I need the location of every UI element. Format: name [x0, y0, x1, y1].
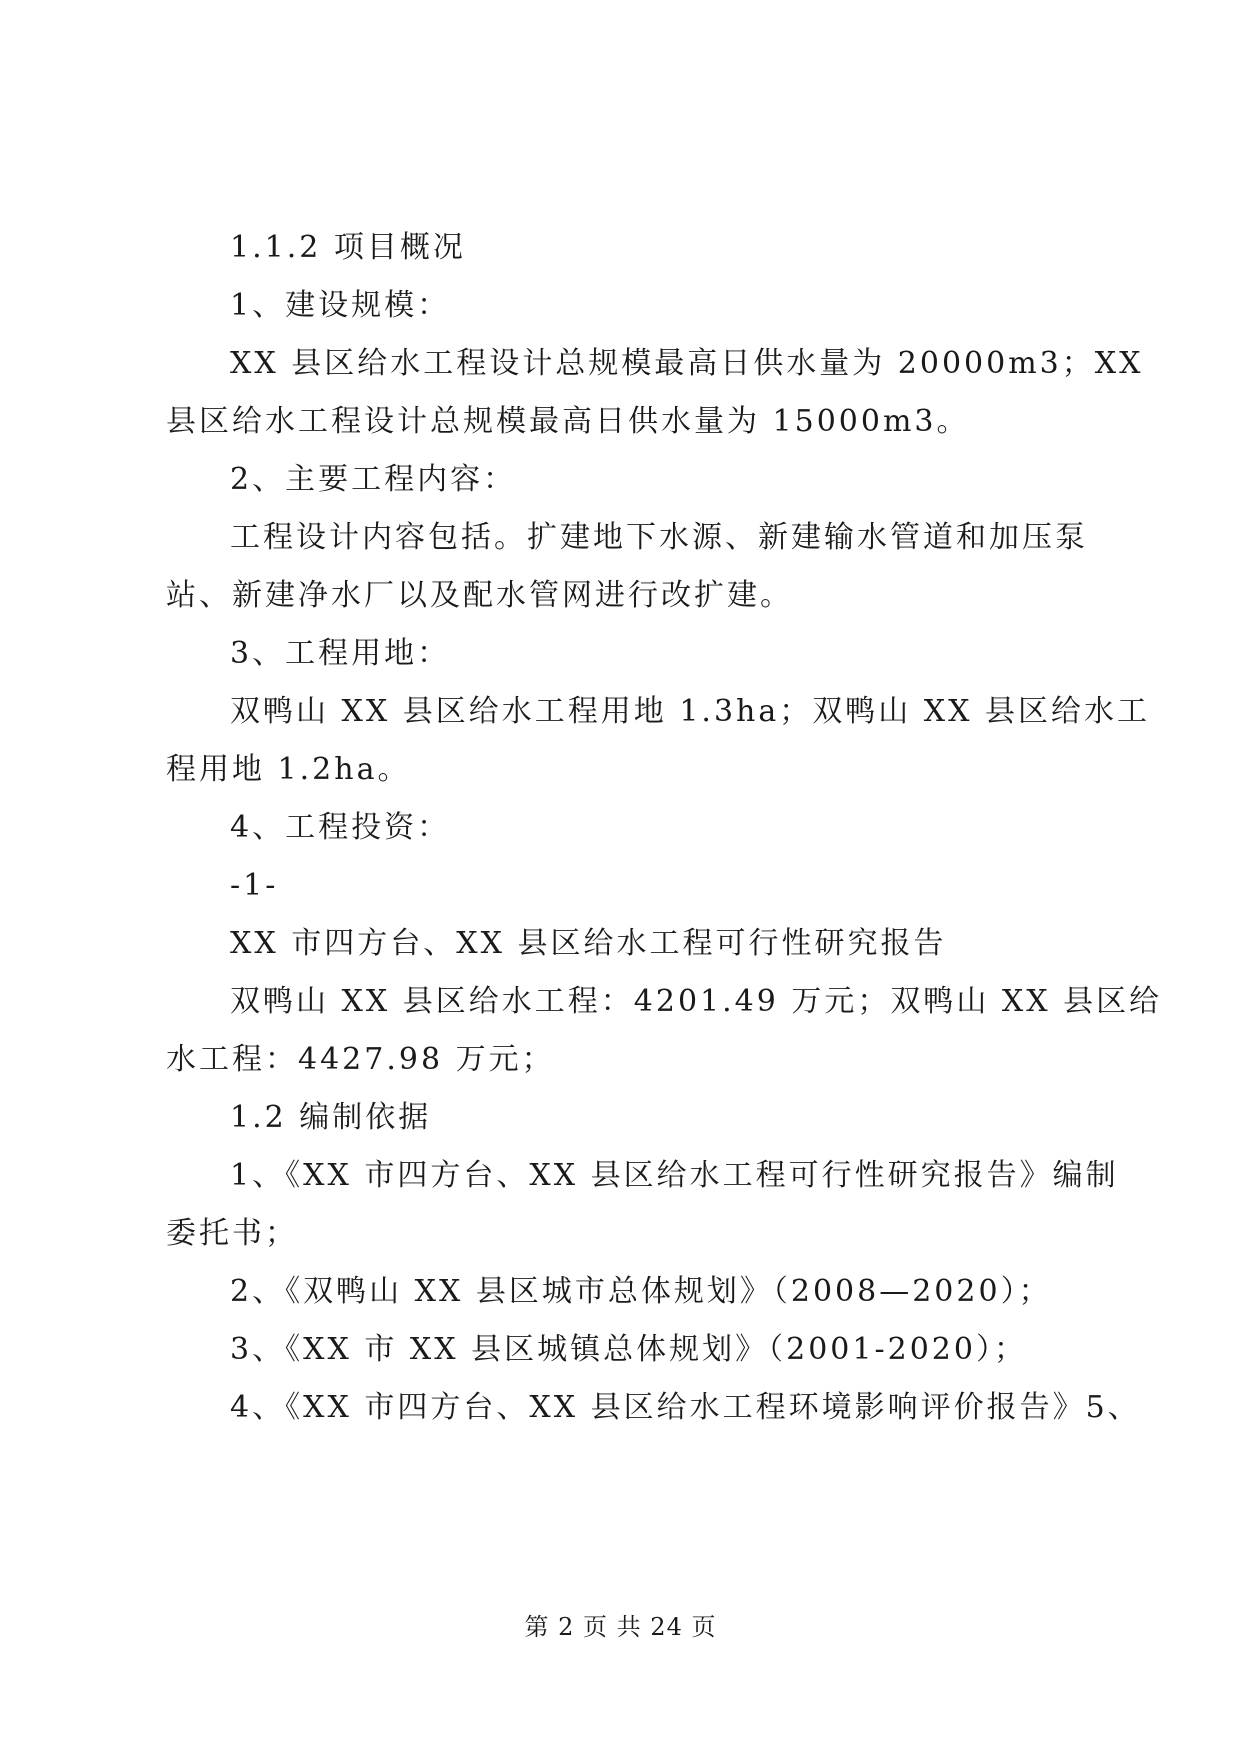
paragraph-line: 双鸭山 XX 县区给水工程用地 1.3ha；双鸭山 XX 县区给水工 [230, 694, 1151, 729]
section-heading-1-1-2: 1.1.2 项目概况 [230, 230, 466, 265]
page-footer: 第 2 页 共 24 页 [524, 1613, 717, 1641]
section-heading-1-2: 1.2 编制依据 [230, 1100, 432, 1135]
paragraph-line: 双鸭山 XX 县区给水工程：4201.49 万元；双鸭山 XX 县区给 [230, 984, 1163, 1019]
list-item: 2、《双鸭山 XX 县区城市总体规划》（2008—2020）； [230, 1274, 1052, 1309]
paragraph-line: XX 县区给水工程设计总规模最高日供水量为 20000m3；XX [230, 346, 1144, 381]
list-item-continuation: 委托书； [166, 1216, 298, 1251]
item-heading-content: 2、主要工程内容： [230, 462, 517, 497]
item-heading-scale: 1、建设规模： [230, 288, 451, 323]
report-title-line: XX 市四方台、XX 县区给水工程可行性研究报告 [230, 926, 947, 961]
paragraph-line: 站、新建净水厂以及配水管网进行改扩建。 [166, 578, 793, 613]
item-heading-investment: 4、工程投资： [230, 810, 451, 845]
list-item: 4、《XX 市四方台、XX 县区给水工程环境影响评价报告》5、 [230, 1390, 1141, 1425]
inline-page-number: -1- [230, 868, 279, 903]
item-heading-land: 3、工程用地： [230, 636, 451, 671]
list-item: 3、《XX 市 XX 县区城镇总体规划》（2001-2020）； [230, 1332, 1027, 1367]
paragraph-line: 工程设计内容包括。扩建地下水源、新建输水管道和加压泵 [230, 520, 1088, 555]
paragraph-line: 县区给水工程设计总规模最高日供水量为 15000m3。 [166, 404, 970, 439]
list-item: 1、《XX 市四方台、XX 县区给水工程可行性研究报告》编制 [230, 1158, 1119, 1193]
paragraph-line: 程用地 1.2ha。 [166, 752, 411, 787]
paragraph-line: 水工程：4427.98 万元； [166, 1042, 555, 1077]
